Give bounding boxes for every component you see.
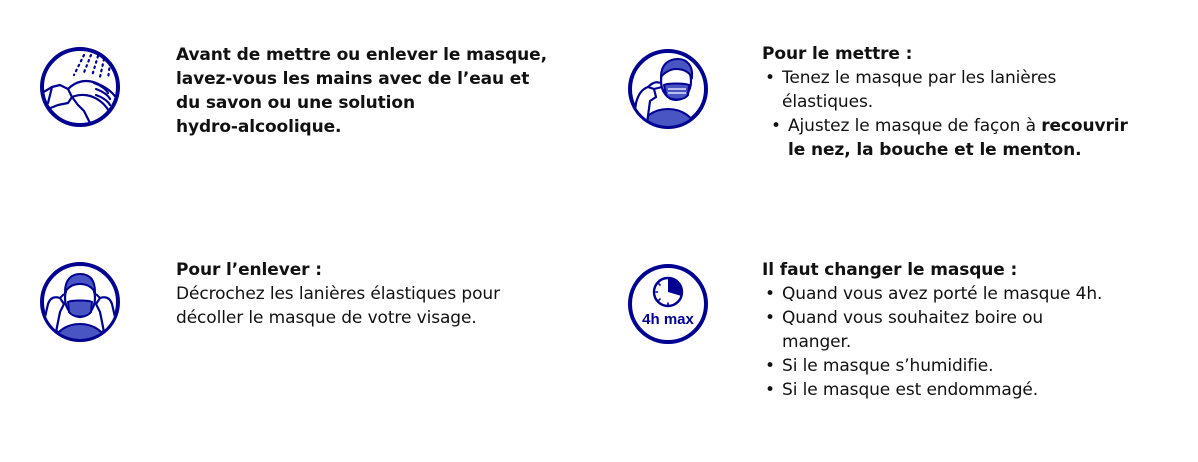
change-bullet-1 (762, 282, 1182, 306)
put-on-title: Pour le mettre : (762, 44, 913, 64)
change-bullet-4-text: Si le masque est endommagé. (782, 380, 1039, 400)
put-on-mask-icon (626, 47, 710, 131)
put-on-bullet-2-bold: recouvrir le nez, la bouche et le menton. (788, 116, 1128, 160)
remove-line-2: décoller le masque de votre visage. (176, 308, 477, 328)
remove-text (176, 258, 596, 330)
wash-line-1: Avant de mettre ou enlever le masque, (176, 45, 547, 65)
wash-line-4: hydro-alcoolique. (176, 117, 342, 137)
change-bullet-2 (762, 306, 1112, 354)
wash-hands-text (176, 43, 596, 139)
change-bullet-1-text: Quand vous avez porté le masque 4h. (782, 284, 1103, 304)
change-title: Il faut changer le masque : (762, 260, 1018, 280)
timer-icon (626, 262, 710, 346)
wash-line-2: lavez-vous les mains avec de l’eau et (176, 69, 530, 89)
change-bullet-2-text: Quand vous souhaitez boire ou manger. (782, 308, 1044, 352)
put-on-bullet-2 (762, 114, 1128, 162)
change-text (762, 258, 1182, 402)
change-bullet-3-text: Si le masque s’humidifie. (782, 356, 994, 376)
wash-line-3: du savon ou une solution (176, 93, 415, 113)
change-bullet-3 (762, 354, 1182, 378)
remove-mask-icon (38, 260, 122, 344)
remove-title: Pour l’enlever : (176, 260, 322, 280)
timer-badge: 4h max (642, 311, 694, 328)
change-list (762, 282, 1182, 402)
put-on-list (762, 66, 1162, 162)
put-on-bullet-1 (762, 66, 1112, 114)
change-bullet-4 (762, 378, 1182, 402)
hand-wash-icon (38, 45, 122, 129)
put-on-bullet-1-text: Tenez le masque par les lanières élastiques. (782, 68, 1057, 112)
put-on-bullet-2-text: Ajustez le masque de façon à (788, 116, 1036, 136)
remove-line-1: Décrochez les lanières élastiques pour (176, 284, 500, 304)
put-on-text (762, 42, 1162, 162)
